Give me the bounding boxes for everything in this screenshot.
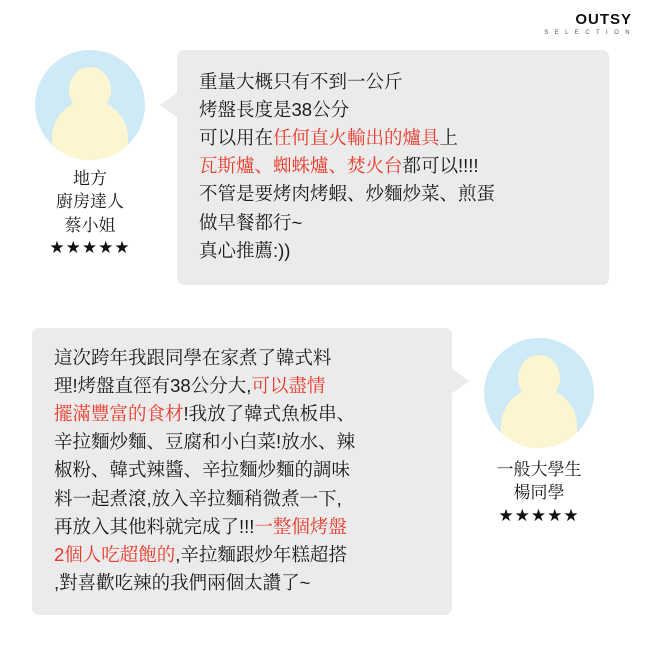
testimonial-2-person: [469, 338, 609, 526]
text-line: [54, 485, 432, 513]
text-line: [54, 456, 432, 484]
highlighted-text: 瓦斯爐、蜘蛛爐、焚火台: [199, 155, 403, 177]
plain-text: 都可以!!!!: [402, 155, 479, 177]
testimonial-2-star-rating: ★★★★★: [498, 505, 580, 525]
text-line: [199, 237, 589, 265]
plain-text: 辛拉麵炒麵、豆腐和小白菜!放水、辣: [54, 431, 356, 453]
text-line: [199, 124, 589, 152]
testimonial-1: [20, 50, 609, 285]
testimonial-1-bubble: [177, 50, 609, 285]
avatar-body-shape: [52, 100, 128, 160]
plain-text: 可以用在: [199, 127, 274, 149]
text-line: [199, 152, 589, 180]
brand-logo: [544, 12, 632, 36]
text-line: [54, 428, 432, 456]
plain-text: 真心推薦:)): [199, 239, 291, 261]
highlighted-text: 可以盡情: [251, 375, 326, 397]
text-line: [199, 180, 589, 208]
testimonial-2-bubble: [32, 328, 452, 615]
plain-text: 重量大概只有不到一公斤: [199, 71, 403, 92]
text-line: [54, 344, 432, 372]
testimonial-2-name-line2: 楊同學: [513, 483, 565, 503]
plain-text: 料一起煮滾,放入辛拉麵稍微煮一下,: [54, 487, 342, 509]
person-avatar-icon: [484, 338, 594, 448]
plain-text: 理!烤盤直徑有38公分大,: [54, 375, 252, 397]
brand-name: OUTSY: [575, 11, 632, 28]
plain-text: 烤盤長度是38公分: [199, 99, 350, 121]
text-line: [54, 513, 432, 541]
text-line: [199, 68, 589, 96]
testimonial-2-name: [469, 458, 609, 505]
testimonial-1-star-rating: ★★★★★: [49, 238, 131, 258]
brand-subtitle: S E L E C T I O N: [544, 30, 632, 36]
plain-text: 椒粉、韓式辣醬、辛拉麵炒麵的調味: [54, 459, 351, 481]
testimonial-1-name-line1: 地方: [73, 169, 107, 188]
text-line: [54, 400, 432, 428]
highlighted-text: 2個人吃超飽的: [54, 543, 176, 565]
text-line: [199, 96, 589, 124]
testimonial-2-text: [54, 344, 432, 597]
plain-text: 不管是要烤肉烤蝦、炒麵炒菜、煎蛋: [199, 183, 496, 205]
text-line: [54, 569, 432, 597]
avatar-body-shape: [501, 388, 577, 448]
testimonial-2: [32, 328, 609, 615]
highlighted-text: 一整個烤盤: [254, 515, 347, 537]
plain-text: 上: [439, 127, 459, 149]
plain-text: 這次跨年我跟同學在家煮了韓式料: [54, 347, 332, 368]
testimonial-1-name-line2: 廚房達人: [56, 192, 124, 212]
testimonial-1-name-line3: 蔡小姐: [64, 215, 116, 235]
text-line: [199, 209, 589, 237]
text-line: [54, 372, 432, 400]
plain-text: ,辛拉麵跟炒年糕超搭: [175, 543, 347, 565]
person-avatar-icon: [35, 50, 145, 160]
testimonial-2-name-line1: 一般大學生: [496, 460, 582, 479]
plain-text: 做早餐都行~: [199, 211, 303, 233]
highlighted-text: 擺滿豐富的食材: [54, 403, 184, 425]
highlighted-text: 任何直火輸出的爐具: [273, 127, 440, 149]
text-line: [54, 541, 432, 569]
plain-text: !我放了韓式魚板串、: [183, 403, 356, 425]
plain-text: ,對喜歡吃辣的我們兩個太讚了~: [54, 571, 311, 593]
testimonial-1-person: [20, 50, 160, 258]
plain-text: 再放入其他料就完成了!!!: [54, 515, 255, 537]
testimonial-1-name: [20, 167, 160, 237]
testimonial-1-text: [199, 68, 589, 265]
